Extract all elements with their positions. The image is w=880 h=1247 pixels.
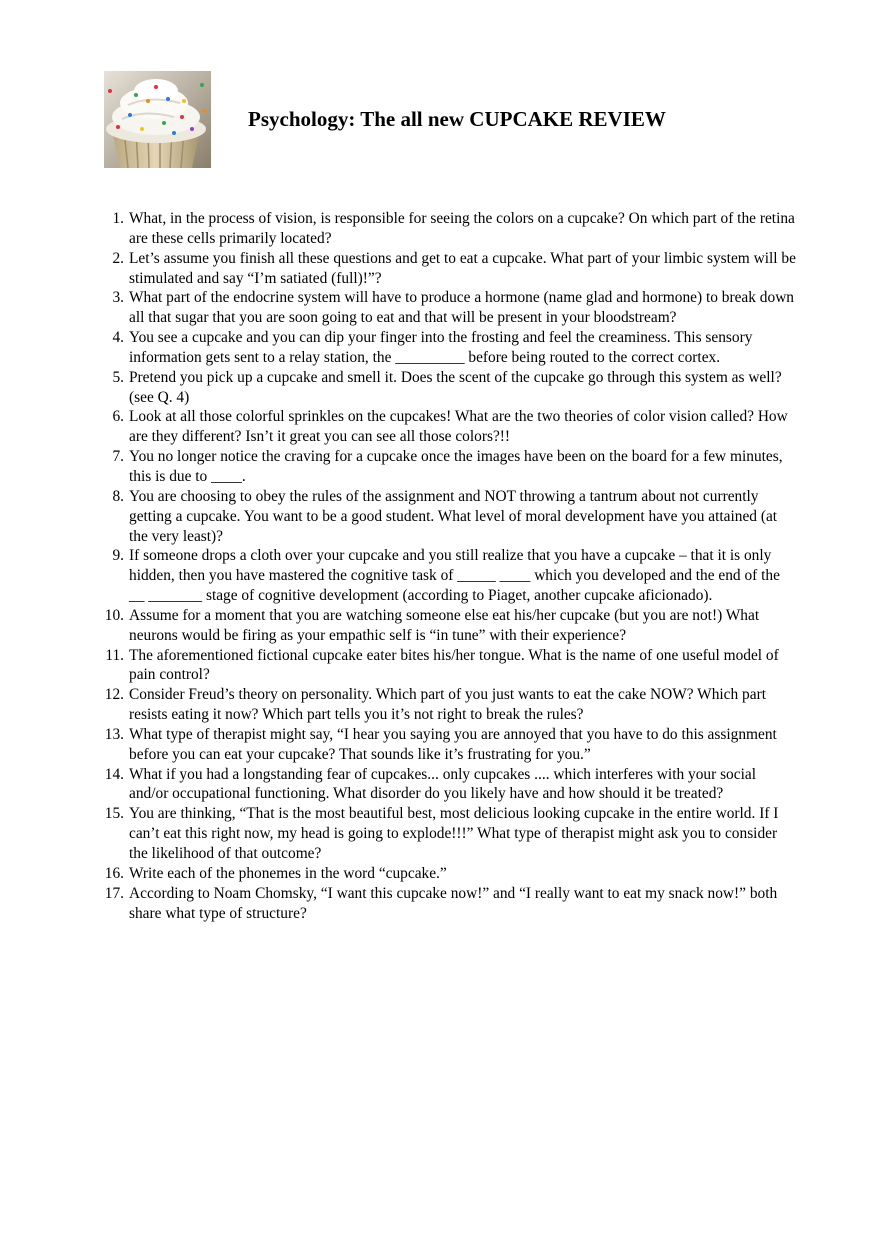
question-number: 14.	[104, 765, 124, 783]
question-text: What if you had a longstanding fear of cupcakes... only cupcakes .... which interferes with your social and/or occupational functioning. What disorder do you likely have and how should it be treated?	[129, 765, 756, 803]
question-number: 16.	[104, 864, 124, 882]
question-item	[96, 328, 796, 368]
question-item	[96, 546, 796, 606]
question-number: 13.	[104, 725, 124, 743]
question-text: Write each of the phonemes in the word “cupcake.”	[129, 864, 447, 882]
question-item	[96, 288, 796, 328]
question-number: 17.	[104, 884, 124, 902]
question-number: 3.	[112, 289, 124, 307]
question-number: 9.	[112, 547, 124, 565]
question-number: 12.	[104, 686, 124, 704]
question-item	[96, 209, 796, 249]
question-item	[96, 447, 796, 487]
page-title: Psychology: The all new CUPCAKE REVIEW	[248, 107, 666, 131]
question-text: What part of the endocrine system will have to produce a hormone (name glad and hormone) to break down all that sugar that you are soon going to eat and that will be present in your bloodstream?	[129, 289, 794, 327]
question-text: What, in the process of vision, is responsible for seeing the colors on a cupcake? On which part of the retina are these cells primarily located?	[129, 210, 795, 247]
question-item	[96, 765, 796, 805]
question-item	[96, 606, 796, 646]
question-text: Consider Freud’s theory on personality. Which part of you just wants to eat the cake NOW? Which part resists eating it now? Which part tells you it’s not right to break the rules?	[129, 686, 766, 724]
question-number: 2.	[112, 249, 124, 267]
question-text: Assume for a moment that you are watching someone else eat his/her cupcake (but you are not!) What neurons would be firing as your empathic self is “in tune” with their experience?	[129, 606, 760, 644]
question-item	[96, 804, 796, 864]
question-text: Let’s assume you finish all these questions and get to eat a cupcake. What part of your limbic system will be stimulated and say “I’m satiated (full)!”?	[129, 249, 796, 287]
question-text: What type of therapist might say, “I hear you saying you are annoyed that you have to do this assignment before you can eat your cupcake? That sounds like it’s frustrating for you.”	[129, 725, 777, 763]
question-text: You see a cupcake and you can dip your finger into the frosting and feel the creaminess. This sensory information gets sent to a relay station, the _________ before being routed to the correct cortex.	[129, 329, 753, 366]
question-text: You are thinking, “That is the most beautiful best, most delicious looking cupcake in the entire world. If I can’t eat this right now, my head is going to explode!!!” What type of therapist might ask you to consider the likelihood of that outcome?	[129, 805, 779, 862]
question-text: Look at all those colorful sprinkles on the cupcakes! What are the two theories of color vision called? How are they different? Isn’t it great you can see all those colors?!!	[129, 408, 788, 446]
question-text: The aforementioned fictional cupcake eater bites his/her tongue. What is the name of one useful model of pain control?	[129, 646, 779, 684]
question-text: If someone drops a cloth over your cupcake and you still realize that you have a cupcake – that it is only hidden, then you have mastered the cognitive task of _____ ____ which you developed and the end of the __ _______ stage of cognitive development (according to Piaget, another cupcake aficionado).	[129, 547, 780, 605]
question-number: 7.	[112, 448, 124, 466]
question-text: Pretend you pick up a cupcake and smell it. Does the scent of the cupcake go through this system as well? (see Q. 4)	[129, 368, 782, 406]
question-item	[96, 685, 796, 725]
question-item	[96, 884, 796, 924]
question-item	[96, 249, 796, 289]
question-text: You are choosing to obey the rules of the assignment and NOT throwing a tantrum about not currently getting a cupcake. You want to be a good student. What level of moral development have you attained (at the very least)?	[129, 487, 778, 545]
question-number: 15.	[104, 805, 124, 823]
question-text: According to Noam Chomsky, “I want this cupcake now!” and “I really want to eat my snack now!” both share what type of structure?	[129, 884, 778, 922]
question-number: 6.	[112, 408, 124, 426]
question-number: 10.	[104, 606, 124, 624]
question-number: 8.	[112, 487, 124, 505]
question-item	[96, 487, 796, 547]
question-item	[96, 725, 796, 765]
cupcake-photo	[104, 71, 211, 168]
question-list	[96, 209, 796, 923]
question-number: 1.	[112, 210, 124, 227]
question-item	[96, 407, 796, 447]
question-number: 11.	[105, 646, 124, 664]
question-number: 4.	[112, 329, 124, 347]
question-number: 5.	[112, 368, 124, 386]
question-text: You no longer notice the craving for a cupcake once the images have been on the board for a few minutes, this is due to ____.	[129, 448, 783, 485]
question-item	[96, 646, 796, 686]
question-item	[96, 864, 796, 884]
question-item	[96, 368, 796, 408]
